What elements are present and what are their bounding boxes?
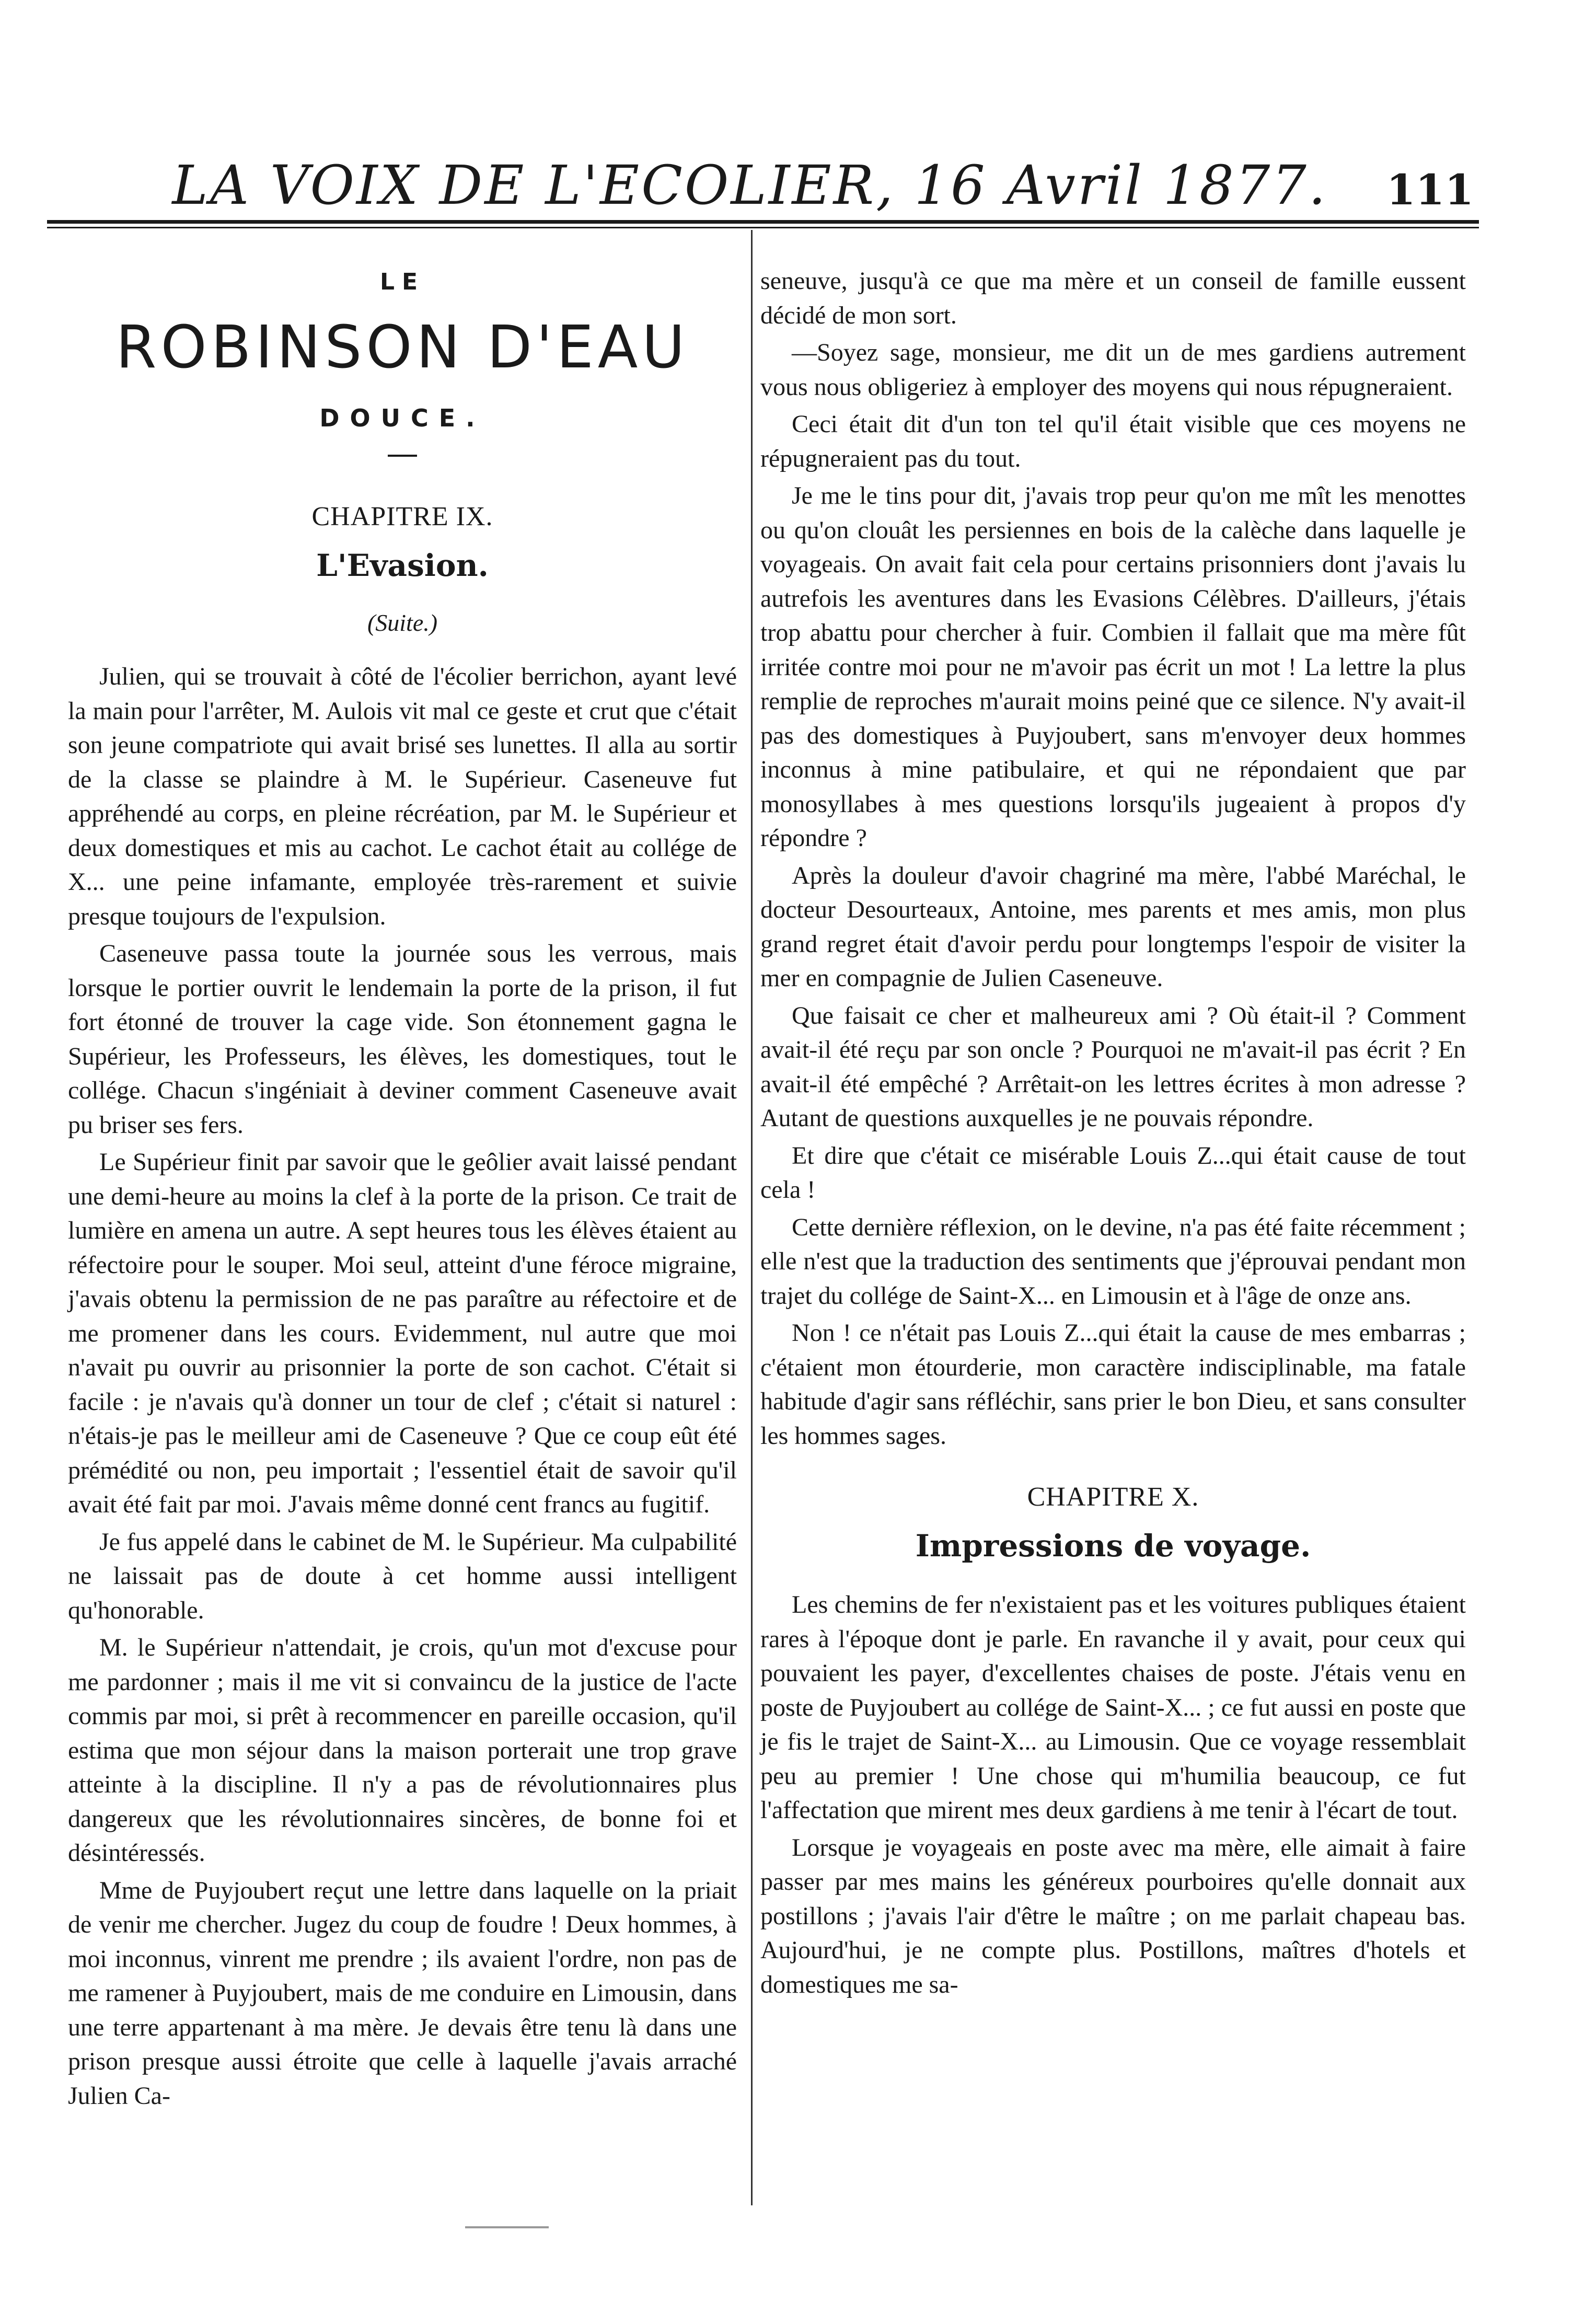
paragraph: Que faisait ce cher et malheureux ami ? Où était-il ? Comment avait-il été reçu par son oncle ? Pourquoi ne m'avait-il pas écrit ? En avait-il été empêché ? Arrêtait-on les lettres écrites à mon adresse ? Autant de questions auxquelles je ne pouvais répondre. bbox=[760, 1001, 1466, 1132]
header-rule-thin bbox=[47, 227, 1479, 228]
paragraph: Mme de Puyjoubert reçut une lettre dans laquelle on la priait de venir me chercher. Jugez du coup de foudre ! Deux hommes, à moi inconnus, vinrent me prendre ; ils avaient l'ordre, non pas de me ramener à Puyjoubert, mais de me conduire en Limousin, dans une terre appartenant à ma mère. Je devais être tenu là dans une prison presque aussi étroite que celle à laquelle j'avais arraché Julien Ca- bbox=[68, 1876, 737, 2110]
paragraph: Ceci était dit d'un ton tel qu'il était visible que ces moyens ne répugneraient pas du tout. bbox=[760, 410, 1466, 472]
header-rule bbox=[47, 220, 1479, 224]
paragraph-continued: seneuve, jusqu'à ce que ma mère et un conseil de famille eussent décidé de mon sort. bbox=[760, 267, 1466, 329]
left-column bbox=[68, 246, 737, 2113]
paragraph: Lorsque je voyageais en poste avec ma mère, elle aimait à faire passer par mes mains les généreux pourboires qu'elle donnait aux postillons ; j'avais l'air d'être le maître ; on me parlait chapeau bas. Aujourd'hui, je ne compte plus. Postillons, maîtres d'hotels et domestiques me sa- bbox=[760, 1833, 1466, 1998]
chapter-ix-name: L'Evasion. bbox=[316, 548, 489, 583]
chapter-x-label: CHAPITRE X. bbox=[1027, 1482, 1199, 1512]
paragraph: Je fus appelé dans le cabinet de M. le Supérieur. Ma culpabilité ne laissait pas de doute à cet homme aussi intelligent qu'honorable. bbox=[68, 1528, 737, 1624]
chapter-x-name: Impressions de voyage. bbox=[915, 1528, 1311, 1564]
right-column bbox=[760, 264, 1466, 2002]
paragraph: —Soyez sage, monsieur, me dit un de mes gardiens autrement vous nous obligeriez à employer des moyens qui nous répugneraient. bbox=[760, 339, 1466, 401]
paragraph: Julien, qui se trouvait à côté de l'écolier berrichon, ayant levé la main pour l'arrêter, M. Aulois vit mal ce geste et crut que c'était son jeune compatriote qui avait brisé ses lunettes. Il alla au sortir de la classe se plaindre à M. le Supérieur. Caseneuve fut appréhendé au corps, en pleine récréation, par M. le Supérieur et deux domestiques et mis au cachot. Le cachot était au collége de X... une peine infamante, employée très-rarement et suivie presque toujours de l'expulsion. bbox=[68, 663, 737, 930]
running-head: LA VOIX DE L'ECOLIER, 16 Avril 1877. bbox=[172, 154, 1328, 217]
paragraph: Le Supérieur finit par savoir que le geôlier avait laissé pendant une demi-heure au moins la clef à la porte de la prison. Ce trait de lumière en amena un autre. A sept heures tous les élèves étaient au réfectoire pour le souper. Moi seul, atteint d'une féroce migraine, j'avais obtenu la permission de ne pas paraître au réfectoire et de me promener dans les cours. Evidemment, nul autre que moi n'avait pu ouvrir au prisonnier la porte de son cachot. C'était si facile : je n'avais qu'à donner un tour de clef ; c'était si naturel : n'étais-je pas le meilleur ami de Caseneuve ? Que ce coup eût été prémédité ou non, peu importait ; l'essentiel était de savoir qu'il avait été fait par moi. J'avais même donné cent francs au fugitif. bbox=[68, 1148, 737, 1518]
article-title: ROBINSON D'EAU bbox=[115, 314, 689, 381]
suite-note: (Suite.) bbox=[367, 609, 438, 636]
column-divider bbox=[751, 230, 753, 2205]
paragraph: Caseneuve passa toute la journée sous les verrous, mais lorsque le portier ouvrit le lendemain la porte de la prison, il fut fort étonné de trouver la cage vide. Son étonnement gagna le Supérieur, les Professeurs, les élèves, les domestiques, tout le collége. Chacun s'ingéniait à deviner comment Caseneuve avait pu briser ses fers. bbox=[68, 940, 737, 1139]
article-subtitle: DOUCE. bbox=[319, 404, 485, 432]
paragraph: Cette dernière réflexion, on le devine, n'a pas été faite récemment ; elle n'est que la traduction des sentiments que j'éprouvai pendant mon trajet du collége de Saint-X... en Limousin et à l'âge de onze ans. bbox=[760, 1213, 1466, 1310]
title-rule bbox=[388, 455, 417, 457]
paragraph: Je me le tins pour dit, j'avais trop peur qu'on me mît les menottes ou qu'on clouât les persiennes en bois de la calèche dans laquelle je voyageais. On avait fait cela pour certains prisonniers dont j'avais lu autrefois les aventures dans les Evasions Célèbres. D'ailleurs, j'étais trop abattu pour chercher à fuir. Combien il fallait que ma mère fût irritée contre moi pour ne m'avoir pas écrit un mot ! La lettre la plus remplie de reproches m'aurait moins peiné que ce silence. N'y avait-il pas des domestiques à Puyjoubert, sans m'envoyer deux hommes inconnus à mine patibulaire, et qui ne répondaient que par monosyllabes à mes questions lorsqu'ils jugeaient à propos d'y répondre ? bbox=[760, 482, 1466, 852]
paragraph: M. le Supérieur n'attendait, je crois, qu'un mot d'excuse pour me pardonner ; mais il me vit si convaincu de la justice de l'acte commis par moi, si prêt à recommencer en pareille occasion, qu'il estima que mon séjour dans la maison porterait une trop grave atteinte à la discipline. Il n'y a pas de révolutionnaires plus dangereux que les révolutionnaires sincères, de bonne foi et désintéressés. bbox=[68, 1634, 737, 1867]
bottom-print-mark bbox=[465, 2226, 549, 2228]
page-number: 111 bbox=[1386, 165, 1474, 214]
paragraph: Les chemins de fer n'existaient pas et les voitures publiques étaient rares à l'époque dont je parle. En ravanche il y avait, pour ceux qui pouvaient les payer, d'excellentes chaises de poste. J'étais venu en poste de Puyjoubert au collége de Saint-X... ; ce fut aussi en poste que je fis le trajet de Saint-X... au Limousin. Que ce voyage ressemblait peu au premier ! Une chose qui m'humilia beaucoup, ce fut l'affectation que mirent mes deux gardiens à me tenir à l'écart de tout. bbox=[760, 1591, 1466, 1824]
paragraph: Et dire que c'était ce misérable Louis Z...qui était cause de tout cela ! bbox=[760, 1141, 1466, 1204]
chapter-ix-label: CHAPITRE IX. bbox=[311, 502, 493, 531]
paragraph: Après la douleur d'avoir chagriné ma mère, l'abbé Maréchal, le docteur Desourteaux, Antoine, mes parents et mes amis, mon plus grand regret était d'avoir perdu pour longtemps l'espoir de visiter la mer en compagnie de Julien Caseneuve. bbox=[760, 861, 1466, 992]
paragraph: Non ! ce n'était pas Louis Z...qui était la cause de mes embarras ; c'étaient mon étourderie, mon caractère indisciplinable, ma fatale habitude d'agir sans réfléchir, sans prier le bon Dieu, et sans consulter les hommes sages. bbox=[760, 1319, 1466, 1450]
article-kicker: LE bbox=[379, 269, 425, 295]
